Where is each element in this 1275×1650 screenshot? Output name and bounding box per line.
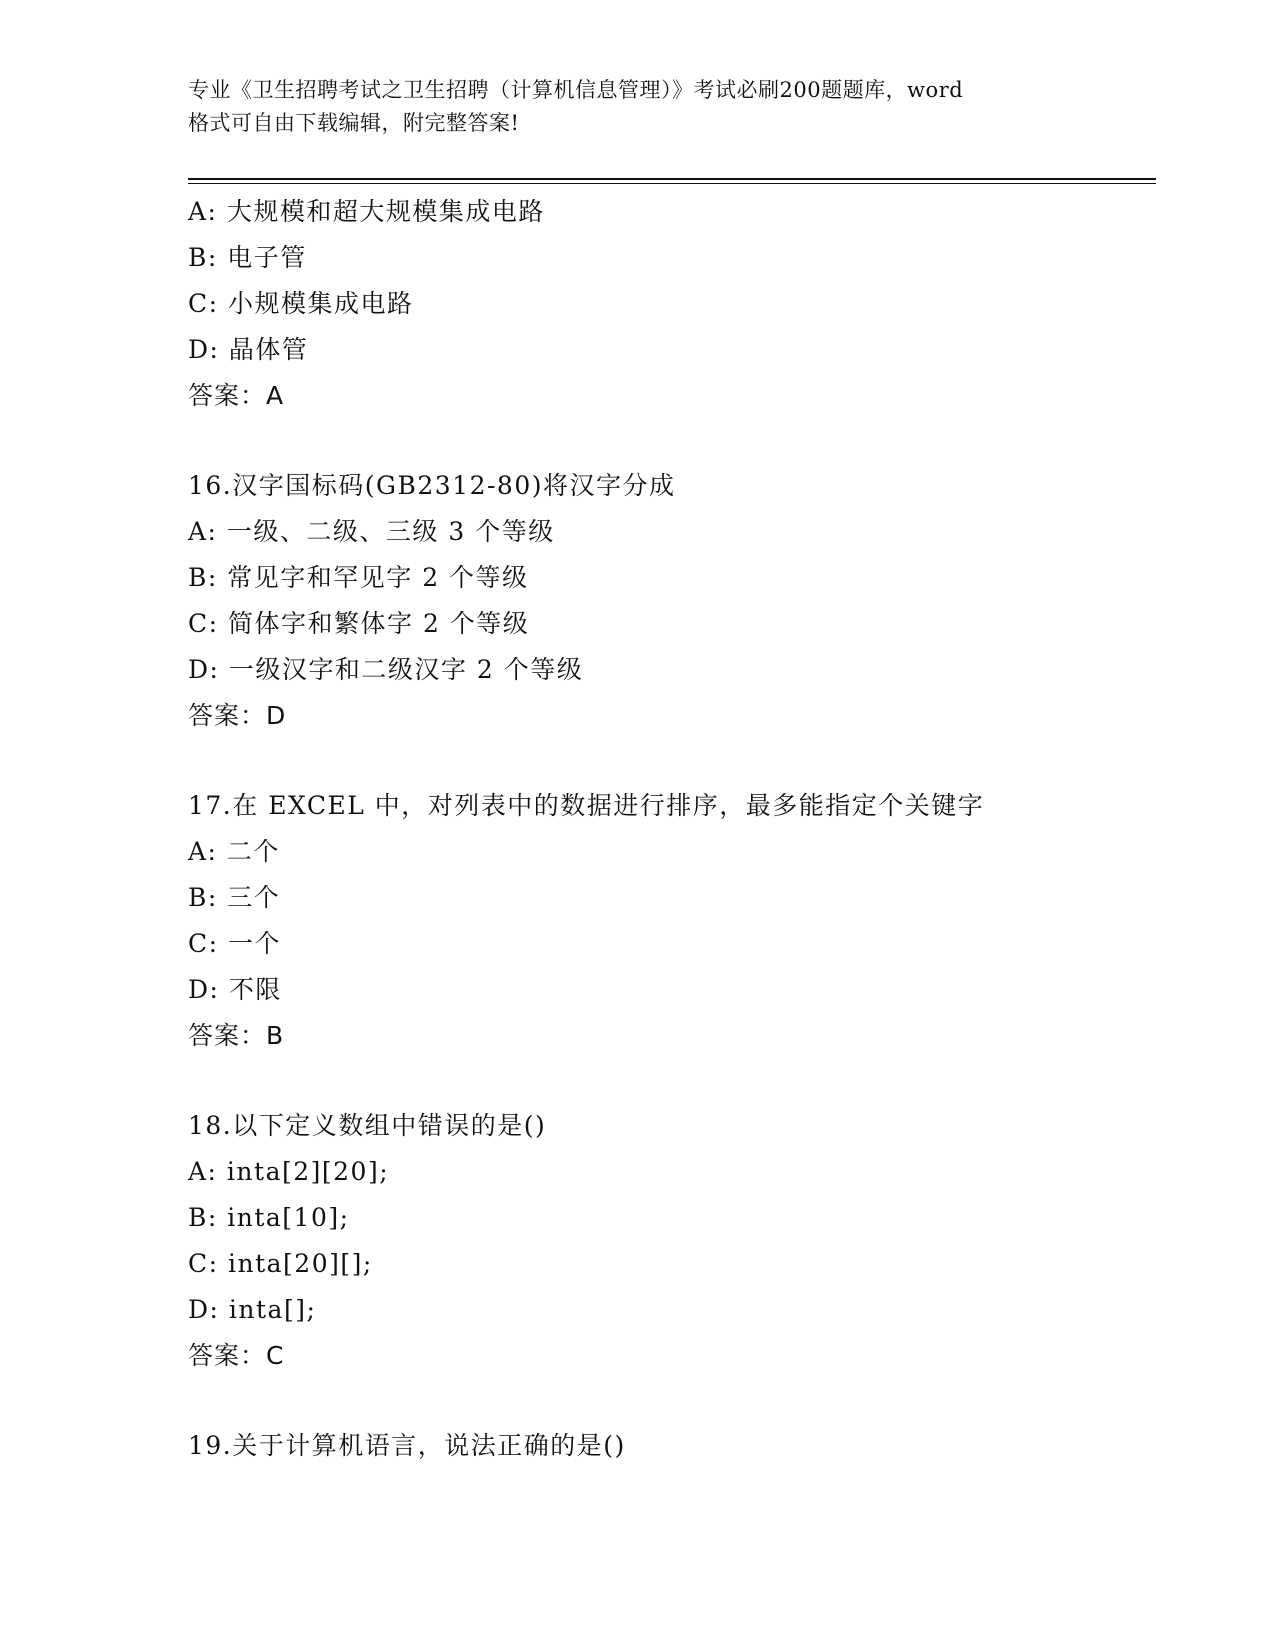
option-b: B: 三个: [188, 883, 281, 912]
question-list: [188, 189, 1138, 1469]
option-c: C: inta[20][];: [188, 1249, 373, 1278]
question-title: 19.关于计算机语言，说法正确的是(): [188, 1431, 626, 1460]
option-c: C: 小规模集成电路: [188, 289, 414, 318]
option-d: D: inta[];: [188, 1295, 317, 1324]
header-line-1: 专业《卫生招聘考试之卫生招聘（计算机信息管理）》考试必刷200题题库，word: [188, 78, 964, 102]
option-b: B: inta[10];: [188, 1203, 350, 1232]
header-divider-thin: [188, 183, 1156, 184]
header-line-2: 格式可自由下载编辑，附完整答案!: [188, 111, 520, 135]
question-block-19: [188, 1423, 1138, 1469]
question-block-17: [188, 783, 1138, 1059]
header-divider-thick: [188, 178, 1156, 180]
option-a: A: 一级、二级、三级 3 个等级: [188, 517, 555, 546]
question-block-16: [188, 463, 1138, 739]
question-title: 17.在 EXCEL 中，对列表中的数据进行排序，最多能指定个关键字: [188, 791, 985, 820]
option-d: D: 晶体管: [188, 335, 309, 364]
spacer: [188, 1059, 1138, 1103]
question-title: 16.汉字国标码(GB2312-80)将汉字分成: [188, 471, 676, 500]
question-title: 18.以下定义数组中错误的是(): [188, 1111, 547, 1140]
answer-line: 答案：B: [188, 1021, 285, 1050]
option-d: D: 不限: [188, 975, 282, 1004]
option-b: B: 电子管: [188, 243, 307, 272]
option-b: B: 常见字和罕见字 2 个等级: [188, 563, 529, 592]
question-block-15: [188, 189, 1138, 419]
question-block-18: [188, 1103, 1138, 1379]
option-c: C: 简体字和繁体字 2 个等级: [188, 609, 530, 638]
answer-line: 答案：A: [188, 381, 285, 410]
option-d: D: 一级汉字和二级汉字 2 个等级: [188, 655, 584, 684]
option-a: A: inta[2][20];: [188, 1157, 390, 1186]
spacer: [188, 419, 1138, 463]
spacer: [188, 1379, 1138, 1423]
answer-line: 答案：D: [188, 701, 287, 730]
option-a: A: 大规模和超大规模集成电路: [188, 197, 545, 226]
answer-line: 答案：C: [188, 1341, 285, 1370]
document-header: [188, 74, 1088, 140]
option-c: C: 一个: [188, 929, 281, 958]
option-a: A: 二个: [188, 837, 280, 866]
spacer: [188, 739, 1138, 783]
